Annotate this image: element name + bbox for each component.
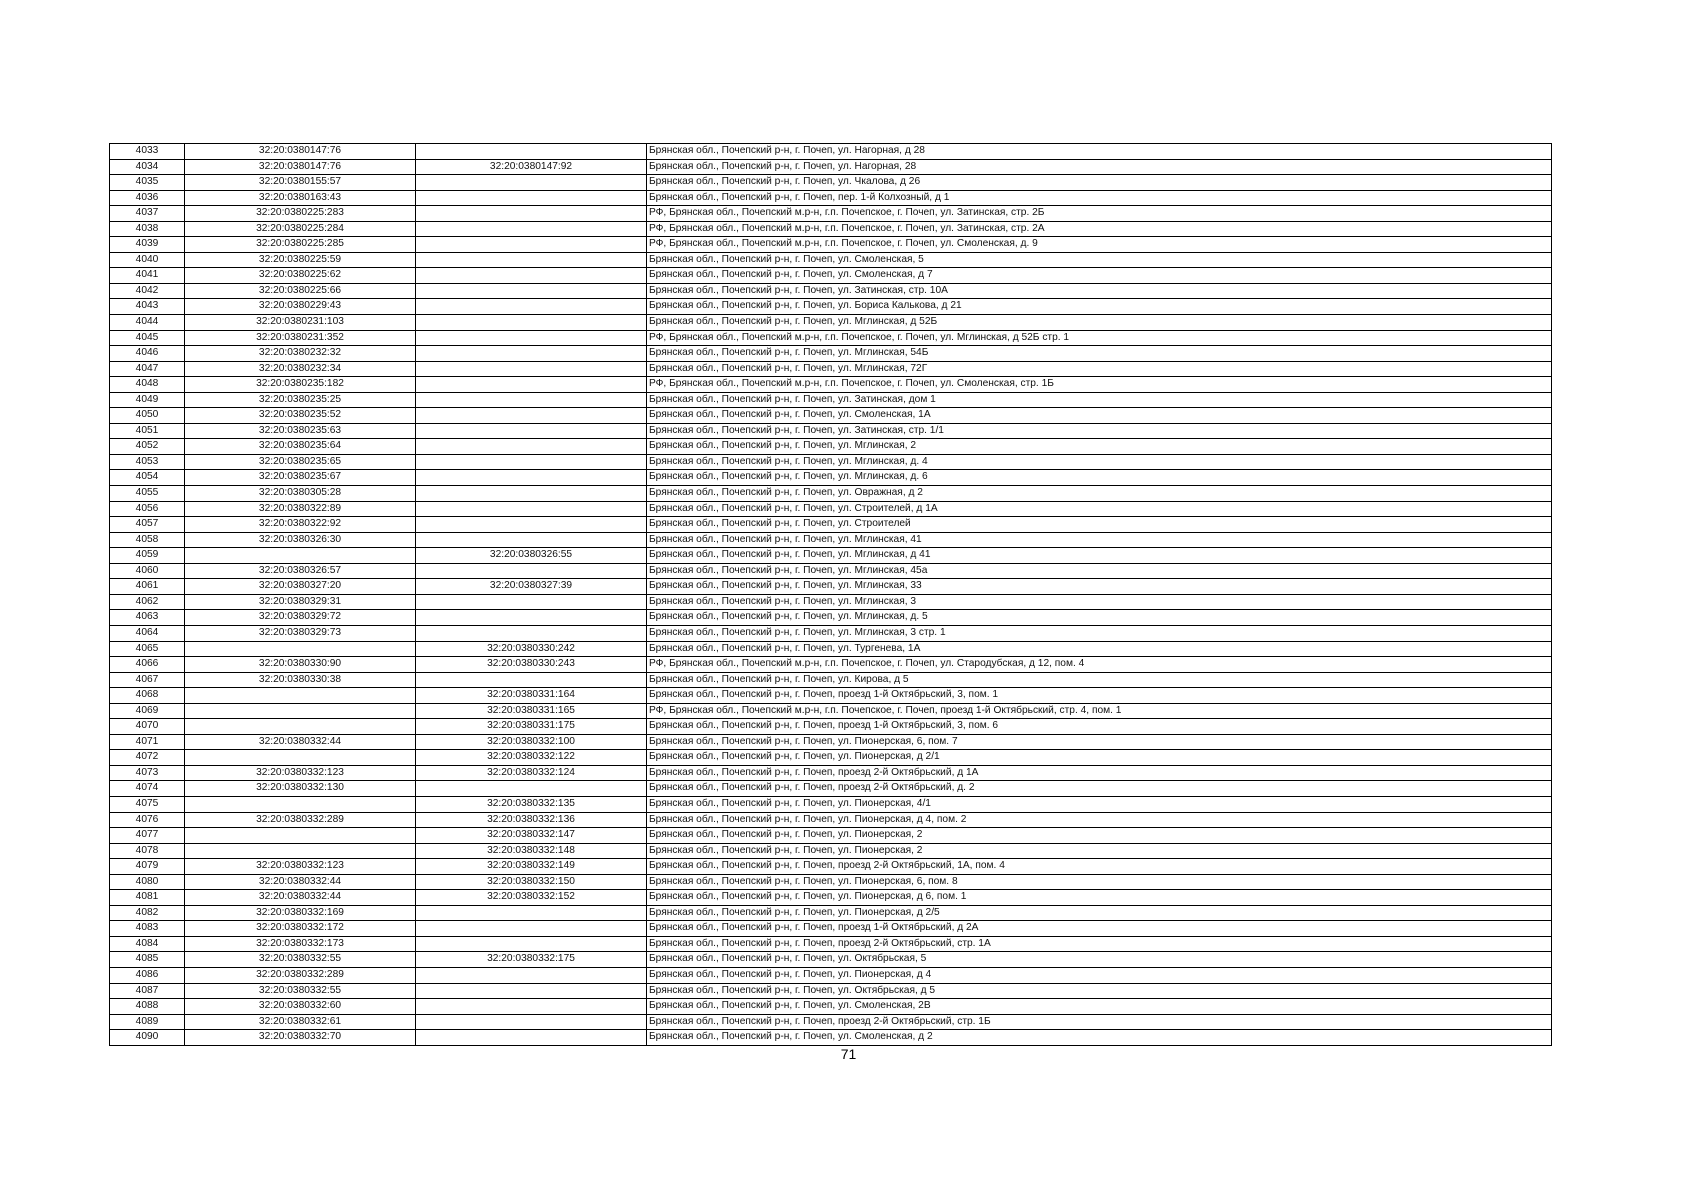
cadastral-number-cell: 32:20:0380147:76 [185, 144, 416, 160]
cadastral-number-cell [185, 641, 416, 657]
cadastral-number-cell: 32:20:0380235:63 [185, 423, 416, 439]
row-number-cell: 4054 [110, 470, 185, 486]
row-number-cell: 4086 [110, 967, 185, 983]
row-number-cell: 4064 [110, 625, 185, 641]
object-cadastral-number-cell [416, 330, 647, 346]
row-number-cell: 4043 [110, 299, 185, 315]
table-row [110, 952, 1552, 968]
object-cadastral-number-cell [416, 377, 647, 393]
row-number-cell: 4077 [110, 828, 185, 844]
object-cadastral-number-cell [416, 283, 647, 299]
table-row [110, 206, 1552, 222]
object-cadastral-number-cell [416, 672, 647, 688]
row-number-cell: 4075 [110, 796, 185, 812]
address-cell: Брянская обл., Почепский р-н, г. Почеп, проезд 2-й Октябрьский, 1А, пом. 4 [647, 859, 1552, 875]
cadastral-number-cell: 32:20:0380332:289 [185, 812, 416, 828]
cadastral-number-cell: 32:20:0380229:43 [185, 299, 416, 315]
row-number-cell: 4072 [110, 750, 185, 766]
table-row [110, 594, 1552, 610]
object-cadastral-number-cell: 32:20:0380332:147 [416, 828, 647, 844]
cadastral-number-cell: 32:20:0380155:57 [185, 175, 416, 191]
table-row [110, 190, 1552, 206]
table-row [110, 159, 1552, 175]
table-row [110, 377, 1552, 393]
row-number-cell: 4084 [110, 936, 185, 952]
object-cadastral-number-cell: 32:20:0380332:124 [416, 765, 647, 781]
registry-table-body [110, 144, 1552, 1046]
address-cell: Брянская обл., Почепский р-н, г. Почеп, ул. Строителей, д 1А [647, 501, 1552, 517]
row-number-cell: 4046 [110, 346, 185, 362]
cadastral-number-cell: 32:20:0380332:44 [185, 734, 416, 750]
address-cell: Брянская обл., Почепский р-н, г. Почеп, ул. Мглинская, 33 [647, 579, 1552, 595]
cadastral-number-cell: 32:20:0380225:59 [185, 252, 416, 268]
object-cadastral-number-cell [416, 408, 647, 424]
object-cadastral-number-cell [416, 423, 647, 439]
object-cadastral-number-cell: 32:20:0380331:165 [416, 703, 647, 719]
address-cell: Брянская обл., Почепский р-н, г. Почеп, проезд 2-й Октябрьский, стр. 1А [647, 936, 1552, 952]
object-cadastral-number-cell [416, 190, 647, 206]
table-row [110, 175, 1552, 191]
cadastral-number-cell: 32:20:0380332:173 [185, 936, 416, 952]
address-cell: Брянская обл., Почепский р-н, г. Почеп, ул. Мглинская, д. 6 [647, 470, 1552, 486]
cadastral-number-cell [185, 796, 416, 812]
table-row [110, 1030, 1552, 1046]
address-cell: Брянская обл., Почепский р-н, г. Почеп, ул. Пионерская, д 2/5 [647, 905, 1552, 921]
table-row [110, 999, 1552, 1015]
row-number-cell: 4082 [110, 905, 185, 921]
object-cadastral-number-cell: 32:20:0380147:92 [416, 159, 647, 175]
cadastral-number-cell: 32:20:0380329:31 [185, 594, 416, 610]
cadastral-number-cell: 32:20:0380332:70 [185, 1030, 416, 1046]
row-number-cell: 4039 [110, 237, 185, 253]
cadastral-number-cell: 32:20:0380225:285 [185, 237, 416, 253]
table-row [110, 532, 1552, 548]
object-cadastral-number-cell: 32:20:0380332:136 [416, 812, 647, 828]
address-cell: Брянская обл., Почепский р-н, г. Почеп, ул. Мглинская, 41 [647, 532, 1552, 548]
table-row [110, 828, 1552, 844]
address-cell: Брянская обл., Почепский р-н, г. Почеп, ул. Мглинская, 45а [647, 563, 1552, 579]
object-cadastral-number-cell [416, 936, 647, 952]
row-number-cell: 4080 [110, 874, 185, 890]
table-row [110, 315, 1552, 331]
cadastral-number-cell: 32:20:0380231:352 [185, 330, 416, 346]
cadastral-number-cell: 32:20:0380332:172 [185, 921, 416, 937]
object-cadastral-number-cell [416, 470, 647, 486]
object-cadastral-number-cell [416, 625, 647, 641]
address-cell: Брянская обл., Почепский р-н, г. Почеп, ул. Затинская, стр. 10А [647, 283, 1552, 299]
address-cell: Брянская обл., Почепский р-н, г. Почеп, ул. Пионерская, 6, пом. 8 [647, 874, 1552, 890]
table-row [110, 330, 1552, 346]
cadastral-number-cell: 32:20:0380322:92 [185, 517, 416, 533]
row-number-cell: 4034 [110, 159, 185, 175]
table-row [110, 843, 1552, 859]
row-number-cell: 4044 [110, 315, 185, 331]
cadastral-number-cell: 32:20:0380332:61 [185, 1014, 416, 1030]
cadastral-number-cell: 32:20:0380232:32 [185, 346, 416, 362]
table-row [110, 579, 1552, 595]
object-cadastral-number-cell [416, 454, 647, 470]
address-cell: Брянская обл., Почепский р-н, г. Почеп, ул. Смоленская, д 7 [647, 268, 1552, 284]
address-cell: Брянская обл., Почепский р-н, г. Почеп, ул. Затинская, стр. 1/1 [647, 423, 1552, 439]
row-number-cell: 4062 [110, 594, 185, 610]
row-number-cell: 4090 [110, 1030, 185, 1046]
object-cadastral-number-cell [416, 921, 647, 937]
row-number-cell: 4057 [110, 517, 185, 533]
table-row [110, 423, 1552, 439]
object-cadastral-number-cell [416, 206, 647, 222]
object-cadastral-number-cell: 32:20:0380326:55 [416, 548, 647, 564]
address-cell: РФ, Брянская обл., Почепский м.р-н, г.п. Почепское, г. Почеп, ул. Смоленская, д. 9 [647, 237, 1552, 253]
row-number-cell: 4067 [110, 672, 185, 688]
object-cadastral-number-cell [416, 781, 647, 797]
table-row [110, 703, 1552, 719]
row-number-cell: 4052 [110, 439, 185, 455]
table-row [110, 905, 1552, 921]
address-cell: Брянская обл., Почепский р-н, г. Почеп, ул. Пионерская, д 2/1 [647, 750, 1552, 766]
cadastral-number-cell [185, 688, 416, 704]
address-cell: Брянская обл., Почепский р-н, г. Почеп, ул. Нагорная, д 28 [647, 144, 1552, 160]
cadastral-number-cell [185, 828, 416, 844]
address-cell: Брянская обл., Почепский р-н, г. Почеп, ул. Нагорная, 28 [647, 159, 1552, 175]
page-number: 71 [840, 1046, 857, 1062]
table-row [110, 688, 1552, 704]
address-cell: Брянская обл., Почепский р-н, г. Почеп, ул. Мглинская, 54Б [647, 346, 1552, 362]
row-number-cell: 4049 [110, 392, 185, 408]
table-row [110, 983, 1552, 999]
object-cadastral-number-cell [416, 905, 647, 921]
cadastral-number-cell: 32:20:0380332:44 [185, 890, 416, 906]
cadastral-number-cell: 32:20:0380327:20 [185, 579, 416, 595]
object-cadastral-number-cell [416, 532, 647, 548]
row-number-cell: 4083 [110, 921, 185, 937]
row-number-cell: 4088 [110, 999, 185, 1015]
cadastral-number-cell: 32:20:0380332:289 [185, 967, 416, 983]
table-row [110, 750, 1552, 766]
row-number-cell: 4061 [110, 579, 185, 595]
cadastral-number-cell: 32:20:0380332:130 [185, 781, 416, 797]
address-cell: Брянская обл., Почепский р-н, г. Почеп, ул. Тургенева, 1А [647, 641, 1552, 657]
row-number-cell: 4071 [110, 734, 185, 750]
table-row [110, 734, 1552, 750]
address-cell: Брянская обл., Почепский р-н, г. Почеп, ул. Пионерская, д 4, пом. 2 [647, 812, 1552, 828]
object-cadastral-number-cell [416, 237, 647, 253]
object-cadastral-number-cell [416, 594, 647, 610]
row-number-cell: 4066 [110, 657, 185, 673]
address-cell: Брянская обл., Почепский р-н, г. Почеп, ул. Пионерская, д 6, пом. 1 [647, 890, 1552, 906]
object-cadastral-number-cell [416, 299, 647, 315]
table-row [110, 859, 1552, 875]
address-cell: Брянская обл., Почепский р-н, г. Почеп, ул. Мглинская, 72Г [647, 361, 1552, 377]
row-number-cell: 4081 [110, 890, 185, 906]
row-number-cell: 4059 [110, 548, 185, 564]
object-cadastral-number-cell [416, 252, 647, 268]
table-row [110, 563, 1552, 579]
object-cadastral-number-cell: 32:20:0380332:175 [416, 952, 647, 968]
row-number-cell: 4058 [110, 532, 185, 548]
table-row [110, 470, 1552, 486]
cadastral-number-cell: 32:20:0380332:123 [185, 765, 416, 781]
row-number-cell: 4069 [110, 703, 185, 719]
address-cell: Брянская обл., Почепский р-н, г. Почеп, ул. Мглинская, 3 [647, 594, 1552, 610]
cadastral-number-cell: 32:20:0380235:182 [185, 377, 416, 393]
cadastral-number-cell: 32:20:0380232:34 [185, 361, 416, 377]
object-cadastral-number-cell [416, 392, 647, 408]
row-number-cell: 4035 [110, 175, 185, 191]
row-number-cell: 4087 [110, 983, 185, 999]
table-row [110, 812, 1552, 828]
address-cell: Брянская обл., Почепский р-н, г. Почеп, ул. Чкалова, д 26 [647, 175, 1552, 191]
row-number-cell: 4068 [110, 688, 185, 704]
table-row [110, 967, 1552, 983]
object-cadastral-number-cell [416, 999, 647, 1015]
object-cadastral-number-cell: 32:20:0380331:164 [416, 688, 647, 704]
cadastral-number-cell: 32:20:0380163:43 [185, 190, 416, 206]
table-row [110, 408, 1552, 424]
row-number-cell: 4055 [110, 486, 185, 502]
cadastral-number-cell: 32:20:0380332:60 [185, 999, 416, 1015]
cadastral-number-cell: 32:20:0380326:57 [185, 563, 416, 579]
row-number-cell: 4051 [110, 423, 185, 439]
cadastral-number-cell: 32:20:0380332:123 [185, 859, 416, 875]
row-number-cell: 4041 [110, 268, 185, 284]
cadastral-number-cell: 32:20:0380330:90 [185, 657, 416, 673]
address-cell: РФ, Брянская обл., Почепский м.р-н, г.п. Почепское, г. Почеп, ул. Затинская, стр. 2А [647, 221, 1552, 237]
object-cadastral-number-cell [416, 268, 647, 284]
address-cell: Брянская обл., Почепский р-н, г. Почеп, проезд 2-й Октябрьский, д 1А [647, 765, 1552, 781]
address-cell: Брянская обл., Почепский р-н, г. Почеп, проезд 1-й Октябрьский, 3, пом. 1 [647, 688, 1552, 704]
row-number-cell: 4074 [110, 781, 185, 797]
address-cell: Брянская обл., Почепский р-н, г. Почеп, ул. Мглинская, 3 стр. 1 [647, 625, 1552, 641]
table-row [110, 936, 1552, 952]
row-number-cell: 4065 [110, 641, 185, 657]
table-row [110, 439, 1552, 455]
object-cadastral-number-cell [416, 175, 647, 191]
table-row [110, 299, 1552, 315]
object-cadastral-number-cell [416, 221, 647, 237]
row-number-cell: 4079 [110, 859, 185, 875]
cadastral-number-cell: 32:20:0380330:38 [185, 672, 416, 688]
address-cell: Брянская обл., Почепский р-н, г. Почеп, ул. Мглинская, д 52Б [647, 315, 1552, 331]
object-cadastral-number-cell [416, 486, 647, 502]
table-row [110, 890, 1552, 906]
cadastral-number-cell: 32:20:0380322:89 [185, 501, 416, 517]
address-cell: Брянская обл., Почепский р-н, г. Почеп, ул. Смоленская, 2В [647, 999, 1552, 1015]
cadastral-number-cell [185, 548, 416, 564]
address-cell: Брянская обл., Почепский р-н, г. Почеп, ул. Овражная, д 2 [647, 486, 1552, 502]
address-cell: Брянская обл., Почепский р-н, г. Почеп, проезд 2-й Октябрьский, д. 2 [647, 781, 1552, 797]
object-cadastral-number-cell [416, 517, 647, 533]
row-number-cell: 4033 [110, 144, 185, 160]
row-number-cell: 4073 [110, 765, 185, 781]
row-number-cell: 4056 [110, 501, 185, 517]
cadastral-number-cell: 32:20:0380329:73 [185, 625, 416, 641]
address-cell: Брянская обл., Почепский р-н, г. Почеп, ул. Мглинская, д. 5 [647, 610, 1552, 626]
table-row [110, 765, 1552, 781]
address-cell: РФ, Брянская обл., Почепский м.р-н, г.п. Почепское, г. Почеп, ул. Мглинская, д 52Б стр. 1 [647, 330, 1552, 346]
table-row [110, 657, 1552, 673]
address-cell: Брянская обл., Почепский р-н, г. Почеп, ул. Бориса Калькова, д 21 [647, 299, 1552, 315]
address-cell: РФ, Брянская обл., Почепский м.р-н, г.п. Почепское, г. Почеп, ул. Стародубская, д 12, пом. 4 [647, 657, 1552, 673]
cadastral-number-cell: 32:20:0380329:72 [185, 610, 416, 626]
object-cadastral-number-cell [416, 967, 647, 983]
row-number-cell: 4048 [110, 377, 185, 393]
address-cell: РФ, Брянская обл., Почепский м.р-н, г.п. Почепское, г. Почеп, ул. Смоленская, стр. 1Б [647, 377, 1552, 393]
address-cell: Брянская обл., Почепский р-н, г. Почеп, ул. Пионерская, 2 [647, 843, 1552, 859]
table-row [110, 486, 1552, 502]
cadastral-number-cell: 32:20:0380332:169 [185, 905, 416, 921]
object-cadastral-number-cell: 32:20:0380330:243 [416, 657, 647, 673]
address-cell: Брянская обл., Почепский р-н, г. Почеп, проезд 2-й Октябрьский, стр. 1Б [647, 1014, 1552, 1030]
table-row [110, 283, 1552, 299]
table-row [110, 781, 1552, 797]
cadastral-number-cell: 32:20:0380231:103 [185, 315, 416, 331]
cadastral-number-cell: 32:20:0380225:283 [185, 206, 416, 222]
object-cadastral-number-cell: 32:20:0380332:149 [416, 859, 647, 875]
row-number-cell: 4037 [110, 206, 185, 222]
table-row [110, 501, 1552, 517]
table-row [110, 672, 1552, 688]
row-number-cell: 4047 [110, 361, 185, 377]
object-cadastral-number-cell: 32:20:0380331:175 [416, 719, 647, 735]
object-cadastral-number-cell [416, 315, 647, 331]
address-cell: Брянская обл., Почепский р-н, г. Почеп, ул. Пионерская, 2 [647, 828, 1552, 844]
cadastral-number-cell: 32:20:0380225:284 [185, 221, 416, 237]
table-row [110, 517, 1552, 533]
object-cadastral-number-cell [416, 361, 647, 377]
table-row [110, 641, 1552, 657]
cadastral-number-cell [185, 750, 416, 766]
cadastral-number-cell: 32:20:0380147:76 [185, 159, 416, 175]
table-row [110, 1014, 1552, 1030]
row-number-cell: 4050 [110, 408, 185, 424]
cadastral-number-cell: 32:20:0380235:25 [185, 392, 416, 408]
table-row [110, 610, 1552, 626]
cadastral-number-cell [185, 703, 416, 719]
object-cadastral-number-cell [416, 144, 647, 160]
table-row [110, 361, 1552, 377]
address-cell: Брянская обл., Почепский р-н, г. Почеп, ул. Смоленская, д 2 [647, 1030, 1552, 1046]
table-row [110, 796, 1552, 812]
cadastral-number-cell: 32:20:0380326:30 [185, 532, 416, 548]
row-number-cell: 4040 [110, 252, 185, 268]
address-cell: РФ, Брянская обл., Почепский м.р-н, г.п. Почепское, г. Почеп, проезд 1-й Октябрьский, стр. 4, пом. 1 [647, 703, 1552, 719]
object-cadastral-number-cell: 32:20:0380332:135 [416, 796, 647, 812]
row-number-cell: 4063 [110, 610, 185, 626]
object-cadastral-number-cell [416, 439, 647, 455]
address-cell: Брянская обл., Почепский р-н, г. Почеп, проезд 1-й Октябрьский, 3, пом. 6 [647, 719, 1552, 735]
table-row [110, 921, 1552, 937]
object-cadastral-number-cell: 32:20:0380327:39 [416, 579, 647, 595]
registry-table [109, 143, 1552, 1046]
table-row [110, 454, 1552, 470]
object-cadastral-number-cell [416, 501, 647, 517]
table-row [110, 625, 1552, 641]
cadastral-number-cell [185, 843, 416, 859]
address-cell: РФ, Брянская обл., Почепский м.р-н, г.п. Почепское, г. Почеп, ул. Затинская, стр. 2Б [647, 206, 1552, 222]
address-cell: Брянская обл., Почепский р-н, г. Почеп, ул. Мглинская, д 41 [647, 548, 1552, 564]
table-row [110, 252, 1552, 268]
object-cadastral-number-cell: 32:20:0380330:242 [416, 641, 647, 657]
object-cadastral-number-cell: 32:20:0380332:148 [416, 843, 647, 859]
row-number-cell: 4053 [110, 454, 185, 470]
table-row [110, 144, 1552, 160]
address-cell: Брянская обл., Почепский р-н, г. Почеп, проезд 1-й Октябрьский, д 2А [647, 921, 1552, 937]
cadastral-number-cell: 32:20:0380235:65 [185, 454, 416, 470]
object-cadastral-number-cell: 32:20:0380332:150 [416, 874, 647, 890]
cadastral-number-cell: 32:20:0380235:67 [185, 470, 416, 486]
object-cadastral-number-cell: 32:20:0380332:122 [416, 750, 647, 766]
row-number-cell: 4076 [110, 812, 185, 828]
cadastral-number-cell [185, 719, 416, 735]
table-row [110, 874, 1552, 890]
cadastral-number-cell: 32:20:0380225:66 [185, 283, 416, 299]
address-cell: Брянская обл., Почепский р-н, г. Почеп, ул. Смоленская, 1А [647, 408, 1552, 424]
row-number-cell: 4078 [110, 843, 185, 859]
address-cell: Брянская обл., Почепский р-н, г. Почеп, ул. Затинская, дом 1 [647, 392, 1552, 408]
cadastral-number-cell: 32:20:0380305:28 [185, 486, 416, 502]
object-cadastral-number-cell: 32:20:0380332:152 [416, 890, 647, 906]
object-cadastral-number-cell [416, 346, 647, 362]
row-number-cell: 4038 [110, 221, 185, 237]
cadastral-number-cell: 32:20:0380235:64 [185, 439, 416, 455]
table-row [110, 346, 1552, 362]
row-number-cell: 4070 [110, 719, 185, 735]
object-cadastral-number-cell [416, 610, 647, 626]
row-number-cell: 4042 [110, 283, 185, 299]
address-cell: Брянская обл., Почепский р-н, г. Почеп, ул. Пионерская, 4/1 [647, 796, 1552, 812]
object-cadastral-number-cell [416, 563, 647, 579]
address-cell: Брянская обл., Почепский р-н, г. Почеп, ул. Октябрьская, 5 [647, 952, 1552, 968]
row-number-cell: 4089 [110, 1014, 185, 1030]
object-cadastral-number-cell [416, 1030, 647, 1046]
table-row [110, 548, 1552, 564]
address-cell: Брянская обл., Почепский р-н, г. Почеп, ул. Пионерская, д 4 [647, 967, 1552, 983]
address-cell: Брянская обл., Почепский р-н, г. Почеп, ул. Октябрьская, д 5 [647, 983, 1552, 999]
address-cell: Брянская обл., Почепский р-н, г. Почеп, ул. Пионерская, 6, пом. 7 [647, 734, 1552, 750]
table-row [110, 268, 1552, 284]
row-number-cell: 4036 [110, 190, 185, 206]
address-cell: Брянская обл., Почепский р-н, г. Почеп, ул. Мглинская, 2 [647, 439, 1552, 455]
address-cell: Брянская обл., Почепский р-н, г. Почеп, пер. 1-й Колхозный, д 1 [647, 190, 1552, 206]
table-row [110, 237, 1552, 253]
address-cell: Брянская обл., Почепский р-н, г. Почеп, ул. Мглинская, д. 4 [647, 454, 1552, 470]
object-cadastral-number-cell [416, 983, 647, 999]
object-cadastral-number-cell [416, 1014, 647, 1030]
address-cell: Брянская обл., Почепский р-н, г. Почеп, ул. Кирова, д 5 [647, 672, 1552, 688]
address-cell: Брянская обл., Почепский р-н, г. Почеп, ул. Строителей [647, 517, 1552, 533]
row-number-cell: 4060 [110, 563, 185, 579]
table-row [110, 392, 1552, 408]
table-row [110, 719, 1552, 735]
table-row [110, 221, 1552, 237]
row-number-cell: 4085 [110, 952, 185, 968]
cadastral-number-cell: 32:20:0380235:52 [185, 408, 416, 424]
cadastral-number-cell: 32:20:0380332:44 [185, 874, 416, 890]
address-cell: Брянская обл., Почепский р-н, г. Почеп, ул. Смоленская, 5 [647, 252, 1552, 268]
row-number-cell: 4045 [110, 330, 185, 346]
cadastral-number-cell: 32:20:0380332:55 [185, 983, 416, 999]
cadastral-number-cell: 32:20:0380225:62 [185, 268, 416, 284]
cadastral-number-cell: 32:20:0380332:55 [185, 952, 416, 968]
object-cadastral-number-cell: 32:20:0380332:100 [416, 734, 647, 750]
